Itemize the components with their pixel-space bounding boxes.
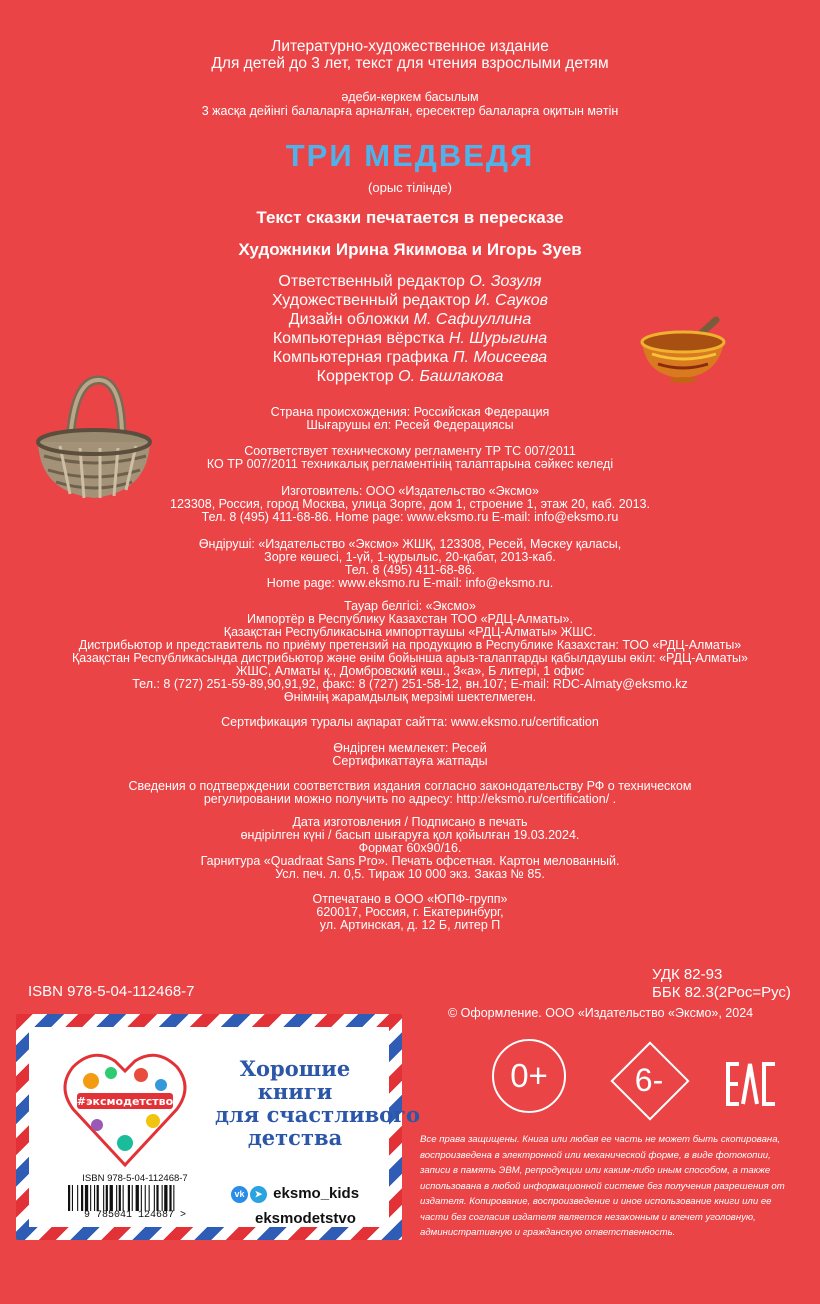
udk: УДК 82-93 <box>652 966 723 983</box>
printer-line: 620017, Россия, г. Екатеринбург, <box>316 905 504 919</box>
slogan <box>215 1056 421 1150</box>
barcode-bar <box>103 1185 104 1211</box>
origin-block <box>0 406 820 432</box>
credit-item: Дизайн обложки М. Сафиуллина <box>288 311 532 328</box>
barcode-bar <box>110 1185 113 1211</box>
production-line: Дата изготовления / Подписано в печать <box>292 815 528 829</box>
importer-line: Дистрибьютор и представитель по приёму претензий на продукцию в Республике Казахстан: ТОО «РДЦ-Алматы» <box>78 638 742 652</box>
slogan-line: детства <box>247 1125 343 1150</box>
origin-line: Шығарушы ел: Ресей Федерациясы <box>306 418 514 432</box>
edition-line-kz: әдеби-көркем басылым <box>341 90 479 104</box>
importer-line: Өнімнің жарамдылық мерзімі шектелмеген. <box>283 690 537 704</box>
classification <box>652 966 791 1002</box>
hashtag-text: #эксмодетство <box>76 1095 174 1108</box>
manufacturer-kz-line: Тел. 8 (495) 411-68-86. <box>344 563 476 577</box>
edition-type-ru <box>0 38 820 72</box>
barcode-bar <box>145 1185 146 1211</box>
credit-item: Компьютерная вёрстка Н. Шурыгина <box>272 330 548 347</box>
social-handle: eksmo_kids <box>273 1185 360 1202</box>
regulation-line: Соответствует техническому регламенту ТР ТС 007/2011 <box>244 444 576 458</box>
slogan-line: книги <box>257 1079 333 1104</box>
produced-state-block <box>0 742 820 768</box>
barcode-bar <box>164 1185 167 1211</box>
promo-card <box>29 1027 421 1227</box>
barcode-bar <box>156 1185 158 1211</box>
barcode-digits: 9 785041 124687 > <box>83 1210 187 1221</box>
heart-emblem-icon <box>63 1047 187 1171</box>
barcode-bar <box>81 1185 83 1211</box>
barcode-bar <box>77 1185 78 1211</box>
barcode-bar <box>123 1185 124 1211</box>
barcode-icon <box>62 1185 208 1211</box>
confirmation-line: регулировании можно получить по адресу: http://eksmo.ru/certification/ . <box>203 792 617 806</box>
production-line: Усл. печ. л. 0,5. Тираж 10 000 экз. Заказ № 85. <box>275 867 545 881</box>
regulation-block <box>0 445 820 471</box>
instagram-handle[interactable]: eksmodetstvo <box>255 1210 356 1227</box>
audience-line-kz: 3 жасқа дейінгі балаларға арналған, ересектер балаларға оқитын мәтін <box>201 104 619 118</box>
produced-state-line: Өндірген мемлекет: Ресей <box>333 741 487 755</box>
slogan-line: для счастливого <box>215 1102 421 1127</box>
confirmation-block <box>0 780 820 806</box>
vk-icon: vk <box>231 1186 248 1203</box>
bowl-icon <box>638 316 728 386</box>
age-rating-badge <box>492 1039 566 1113</box>
age-rating-kz-badge <box>609 1040 689 1120</box>
manufacturer-line: 123308, Россия, город Москва, улица Зорге, дом 1, строение 1, этаж 20, каб. 2013. <box>170 497 650 511</box>
manufacturer-kz-line: Өндіруші: «Издательство «Эксмо» ЖШҚ, 123308, Ресей, Мәскеу қаласы, <box>198 537 622 551</box>
barcode-bar <box>169 1185 171 1211</box>
barcode-bar <box>132 1185 133 1211</box>
book-title: ТРИ МЕДВЕДЯ <box>285 138 535 173</box>
confirmation-line: Сведения о подтверждении соответствия издания согласно законодательству РФ о техническом <box>128 779 692 793</box>
importer-line: Қазақстан Республикасына импорттаушы «РДЦ-Алматы» ЖШС. <box>223 625 597 639</box>
production-line: Формат 60х90/16. <box>358 841 462 855</box>
manufacturer-kz-block <box>0 538 820 590</box>
importer-line: Тауар белгісі: «Эксмо» <box>344 599 476 613</box>
audience-line: Для детей до 3 лет, текст для чтения взрослыми детям <box>211 55 609 72</box>
barcode-bar <box>136 1185 139 1211</box>
barcode-bar <box>154 1185 155 1211</box>
edition-type-kz <box>0 90 820 118</box>
credit-item: Ответственный редактор О. Зозуля <box>278 273 542 290</box>
regulation-line: КО ТР 007/2011 техникалық регламентінің талаптарына сәйкес келеді <box>206 457 614 471</box>
slogan-line: Хорошие <box>239 1056 351 1081</box>
barcode-bar <box>162 1185 163 1211</box>
telegram-icon: ➤ <box>250 1186 267 1203</box>
barcode-bar <box>90 1185 91 1211</box>
barcode-bar <box>106 1185 108 1211</box>
barcode-bar <box>116 1185 117 1211</box>
produced-state-line: Сертификаттауға жатпады <box>332 754 488 768</box>
isbn: ISBN 978-5-04-112468-7 <box>28 983 195 1000</box>
barcode-bar <box>85 1185 88 1211</box>
production-line: өндірілген күні / басып шығаруға қол қойылған 19.03.2024. <box>240 828 580 842</box>
artists-line: Художники Ирина Якимова и Игорь Зуев <box>238 240 582 259</box>
importer-line: Қазақстан Республикасында дистрибьютор және өнім бойынша арыз-талаптарды қабылдаушы өкіл: «РДЦ-Алматы» <box>72 651 748 665</box>
social-vk[interactable] <box>231 1185 359 1203</box>
eac-mark-icon <box>725 1062 777 1106</box>
legal-notice: Все права защищены. Книга или любая ее часть не может быть скопирована, воспроизведена в электронной или механической форме, в виде фотокопии, записи в память ЭВМ, репродукции или каким-либо иным способом, а также использована в любой информационной системе без получения разрешения от издателя. Копирование, воспроизведение и иное использование книги или ее части без согласия издателя является незаконным и влечет уголовную, административную и гражданскую ответственность. <box>420 1134 785 1238</box>
barcode-bar <box>149 1185 150 1211</box>
age-rating-text: 0+ <box>510 1057 548 1094</box>
credit-item: Художественный редактор И. Сауков <box>271 292 549 309</box>
manufacturer-kz-line: Зорге көшесі, 1-үй, 1-құрылыс, 20-қабат, 2013-каб. <box>264 550 556 564</box>
origin-line: Страна происхождения: Российская Федерация <box>270 405 550 419</box>
printer-line: ул. Артинская, д. 12 Б, литер П <box>319 918 501 932</box>
bbk: ББК 82.3(2Рос=Рус) <box>652 984 791 1001</box>
manufacturer-line: Изготовитель: ООО «Издательство «Эксмо» <box>281 484 539 498</box>
printer-line: Отпечатано в ООО «ЮПФ-групп» <box>312 892 508 906</box>
credit-item: Корректор О. Башлакова <box>316 368 504 385</box>
production-line: Гарнитура «Quadraat Sans Pro». Печать офсетная. Картон мелованный. <box>200 854 620 868</box>
importer-line: Импортёр в Республику Казахстан ТОО «РДЦ-Алматы». <box>247 612 573 626</box>
edition-line: Литературно-художественное издание <box>271 38 549 55</box>
language-note: (орыс тілінде) <box>368 180 452 195</box>
printer-block <box>0 893 820 932</box>
barcode-isbn: ISBN 978-5-04-112468-7 <box>82 1173 188 1184</box>
production-block <box>0 816 820 881</box>
barcode-block <box>62 1173 208 1219</box>
barcode-bar <box>119 1185 121 1211</box>
importer-block <box>0 600 820 704</box>
copyright: © Оформление. ООО «Издательство «Эксмо», 2024 <box>448 1006 754 1020</box>
credit-item: Компьютерная графика П. Моисеева <box>272 349 548 366</box>
manufacturer-ru-block <box>0 485 820 524</box>
barcode-bar <box>173 1185 174 1211</box>
certification-site: Сертификация туралы ақпарат сайтта: www.eksmo.ru/certification <box>221 715 599 729</box>
retelling-note: Текст сказки печатается в пересказе <box>256 208 564 227</box>
importer-line: Тел.: 8 (727) 251-59-89,90,91,92, факс: 8 (727) 251-58-12, вн.107; E-mail: RDC-Almaty@eksmo.kz <box>132 677 688 691</box>
age-rating-kz-text: 6- <box>634 1061 664 1098</box>
barcode-bar <box>97 1185 99 1211</box>
barcode-bar <box>72 1185 73 1211</box>
barcode-bar <box>68 1185 70 1211</box>
manufacturer-kz-line: Home page: www.eksmo.ru E-mail: info@eksmo.ru. <box>266 576 554 590</box>
importer-line: ЖШС, Алматы қ., Домбровский көш., 3«а», Б литері, 1 офис <box>235 664 585 678</box>
barcode-bar <box>141 1185 142 1211</box>
promo-envelope <box>16 1014 421 1240</box>
barcode-bar <box>128 1185 130 1211</box>
barcode-bar <box>94 1185 95 1211</box>
manufacturer-line: Тел. 8 (495) 411-68-86. Home page: www.eksmo.ru E-mail: info@eksmo.ru <box>201 510 619 524</box>
